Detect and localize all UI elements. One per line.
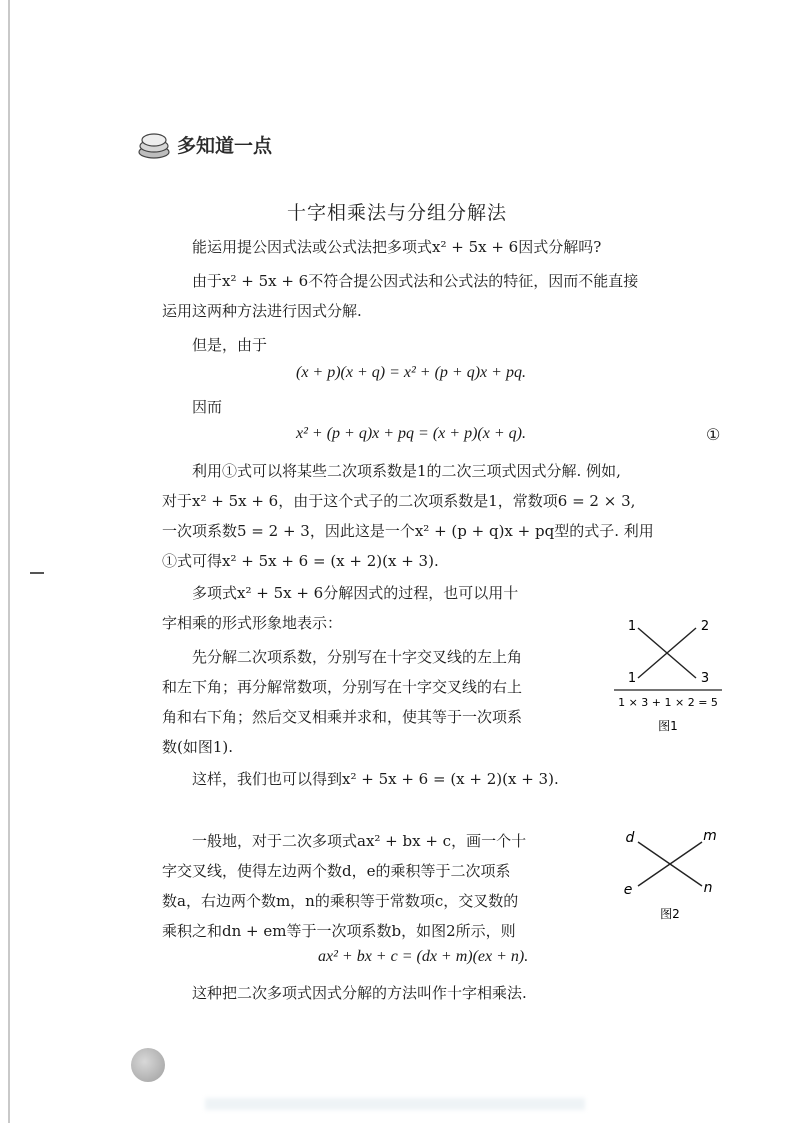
page-number-badge (131, 1048, 165, 1082)
paragraph-general-line2: 字交叉线，使得左边两个数d，e的乘积等于二次项系 (162, 862, 511, 880)
fig2-bottom-left: e (623, 882, 633, 898)
paragraph-reason-line2: 运用这两种方法进行因式分解. (162, 302, 362, 320)
paragraph-steps-line2: 和左下角；再分解常数项，分别写在十字交叉线的右上 (162, 678, 523, 696)
paragraph-but-since: 但是，由于 (192, 336, 268, 354)
paragraph-general-line3: 数a，右边两个数m，n的乘积等于常数项c，交叉数的 (162, 892, 519, 910)
fig2-caption: 图2 (660, 907, 680, 921)
fig1-bottom-right: 3 (700, 671, 710, 686)
fig1-caption: 图1 (658, 719, 678, 733)
article-title: 十字相乘法与分组分解法 (286, 202, 507, 224)
fig2-bottom-right: n (703, 880, 713, 896)
fig2-top-right: m (703, 828, 717, 844)
paragraph-example-line3: 一次项系数5 = 2 + 3，因此这是一个x² + (p + q)x + pq型的式子. 利用 (162, 522, 654, 540)
paragraph-general-line1: 一般地，对于二次多项式ax² + bx + c，画一个十 (192, 832, 527, 850)
figure-2-cross-diagram (616, 822, 726, 930)
page-margin-line (8, 0, 10, 1123)
formula-factorization: x² + (p + q)x + pq = (x + p)(x + q). (296, 425, 526, 442)
paragraph-intro-question: 能运用提公因式法或公式法把多项式x² + 5x + 6因式分解吗? (192, 238, 602, 256)
margin-tick-mark (30, 572, 44, 574)
paragraph-result: 这样，我们也可以得到x² + 5x + 6 = (x + 2)(x + 3). (192, 770, 559, 788)
fig1-top-left: 1 (627, 619, 637, 634)
formula-expansion: (x + p)(x + q) = x² + (p + q)x + pq. (296, 364, 526, 381)
paragraph-general-line4: 乘积之和dn + em等于一次项系数b，如图2所示，则 (162, 922, 516, 940)
figure-1-cross-diagram (612, 614, 724, 742)
section-title: 多知道一点 (177, 135, 273, 157)
paragraph-example-line1: 利用①式可以将某些二次项系数是1的二次三项式因式分解. 例如, (192, 462, 621, 480)
fig2-top-left: d (625, 830, 635, 846)
paragraph-cross-intro-line1: 多项式x² + 5x + 6分解因式的过程，也可以用十 (192, 584, 519, 602)
paragraph-steps-line4: 数(如图1). (162, 738, 234, 756)
paragraph-cross-intro-line2: 字相乘的形式形象地表示： (162, 614, 343, 632)
formula-general: ax² + bx + c = (dx + m)(ex + n). (318, 948, 529, 965)
equation-number-1: ① (706, 425, 721, 444)
stacked-coins-icon (137, 130, 171, 160)
paragraph-reason-line1: 由于x² + 5x + 6不符合提公因式法和公式法的特征，因而不能直接 (192, 272, 639, 290)
paragraph-example-line2: 对于x² + 5x + 6，由于这个式子的二次项系数是1，常数项6 = 2 × 3, (162, 492, 636, 510)
footer-watermark (205, 1098, 585, 1110)
fig1-top-right: 2 (700, 619, 710, 634)
fig1-bottom-left: 1 (627, 671, 637, 686)
paragraph-example-line4: ①式可得x² + 5x + 6 = (x + 2)(x + 3). (162, 552, 439, 570)
fig1-sum: 1 × 3 + 1 × 2 = 5 (618, 696, 718, 709)
paragraph-definition: 这种把二次多项式因式分解的方法叫作十字相乘法. (192, 984, 527, 1002)
paragraph-steps-line1: 先分解二次项系数，分别写在十字交叉线的左上角 (192, 648, 523, 666)
paragraph-therefore: 因而 (192, 398, 223, 416)
paragraph-steps-line3: 角和右下角；然后交叉相乘并求和，使其等于一次项系 (162, 708, 523, 726)
